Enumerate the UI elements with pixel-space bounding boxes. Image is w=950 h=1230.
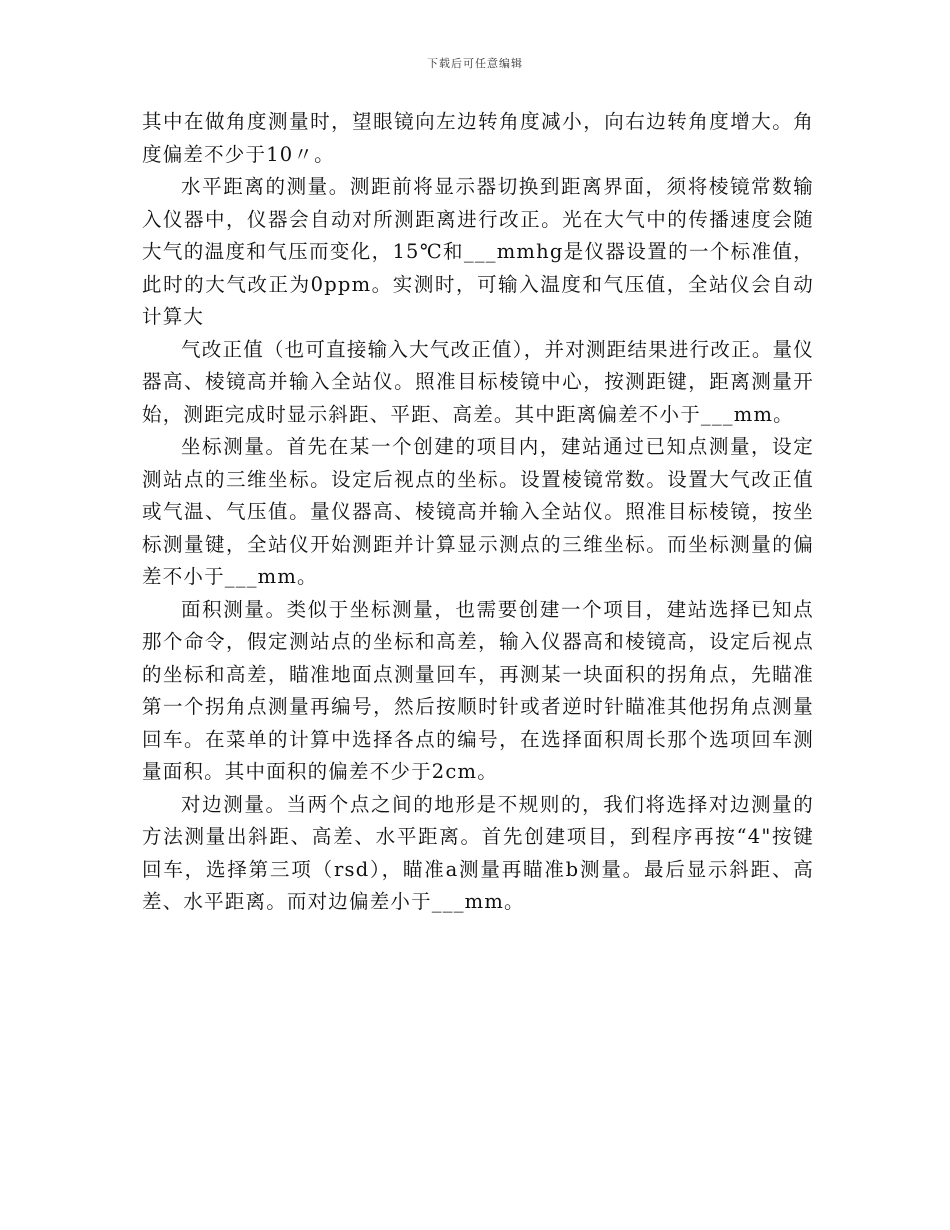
paragraph-angle-measurement: 其中在做角度测量时，望眼镜向左边转角度减小，向右边转角度增大。角度偏差不少于10〃。: [142, 110, 814, 166]
paragraph-horizontal-distance: 水平距离的测量。测距前将显示器切换到距离界面，须将棱镜常数输入仪器中，仪器会自动对所测距离进行改正。光在大气中的传播速度会随大气的温度和气压而变化，15℃和___mmhg是仪器设置的一个标准值，此时的大气改正为0ppm。实测时，可输入温度和气压值，全站仪会自动计算大: [142, 175, 814, 328]
document-body: [142, 106, 814, 919]
paragraph-area-measurement: 面积测量。类似于坐标测量，也需要创建一个项目，建站选择已知点那个命令，假定测站点的坐标和高差，输入仪器高和棱镜高，设定后视点的坐标和高差，瞄准地面点测量回车，再测某一块面积的拐角点，先瞄准第一个拐角点测量再编号，然后按顺时针或者逆时针瞄准其他拐角点测量回车。在菜单的计算中选择各点的编号，在选择面积周长那个选项回车测量面积。其中面积的偏差不少于2cm。: [142, 597, 814, 783]
paragraph-atmospheric-correction: 气改正值（也可直接输入大气改正值），并对测距结果进行改正。量仪器高、棱镜高并输入全站仪。照准目标棱镜中心，按测距键，距离测量开始，测距完成时显示斜距、平距、高差。其中距离偏差不小于___mm。: [142, 337, 814, 426]
paragraph-coordinate-measurement: 坐标测量。首先在某一个创建的项目内，建站通过已知点测量，设定测站点的三维坐标。设定后视点的坐标。设置棱镜常数。设置大气改正值或气温、气压值。量仪器高、棱镜高并输入全站仪。照准目标棱镜，按坐标测量键，全站仪开始测距并计算显示测点的三维坐标。而坐标测量的偏差不小于___mm。: [142, 435, 814, 588]
page-header: 下载后可任意编辑: [427, 57, 523, 70]
paragraph-offset-measurement: 对边测量。当两个点之间的地形是不规则的，我们将选择对边测量的方法测量出斜距、高差、水平距离。首先创建项目，到程序再按“4"按键回车，选择第三项（rsd），瞄准a测量再瞄准b测量。最后显示斜距、高差、水平距离。而对边偏差小于___mm。: [142, 792, 814, 913]
